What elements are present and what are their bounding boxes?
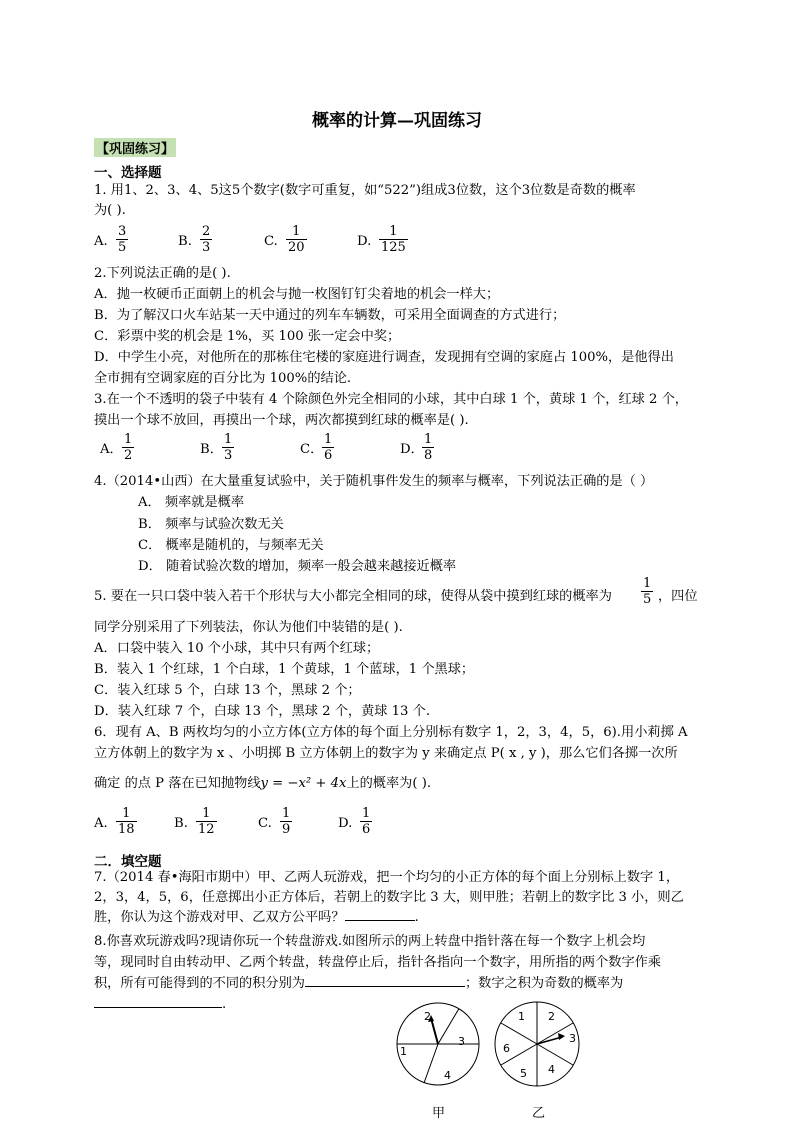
q4-option-b: B． 频率与试验次数无关 [138, 517, 284, 532]
q6-parabola-equation: y = −x² + 4x [260, 776, 347, 791]
q3-option-fraction [122, 432, 134, 463]
q3-option-fraction [322, 432, 334, 463]
fraction-denominator: 125 [381, 240, 406, 255]
q5-fraction [641, 576, 653, 607]
spinner-jia-label-2: 2 [424, 1010, 431, 1023]
q5-option-c: C．装入红球 5 个，白球 13 个，黑球 2 个； [94, 683, 361, 698]
q6-option-fraction [360, 806, 372, 837]
q8-line4 [94, 996, 226, 1014]
fraction-denominator: 3 [224, 448, 233, 463]
section-heading-choice: 一、选择题 [94, 165, 162, 181]
q6-line3 [94, 775, 431, 793]
fraction-numerator: 1 [389, 224, 398, 239]
spinner-yi-divider [537, 1044, 573, 1065]
q7-line3-text: 胜，你认为这个游戏对甲、乙双方公平吗？ [94, 910, 345, 925]
spinner-yi-label-2: 2 [548, 1010, 555, 1023]
fraction-numerator: 1 [324, 432, 333, 447]
q6-line3-end: 上的概率为( ). [346, 776, 432, 791]
q6-option-label: C. [258, 816, 272, 831]
q6-line1: 6．现有 A、B 两枚均匀的小立方体(立方体的每个面上分别标有数字 1，2，3，4，5，6).用小莉掷 A [94, 725, 688, 740]
q7-line3-period: . [414, 910, 419, 925]
q5-line1-end: ，四位 [658, 589, 698, 604]
q2-option-d-cont: 全市拥有空调家庭的百分比为 100%的结论. [94, 371, 352, 386]
q6-option-label: B. [174, 816, 188, 831]
spinner-jia-label-1: 1 [400, 1045, 407, 1058]
q3-option-fraction [422, 432, 434, 463]
fraction-numerator: 1 [122, 806, 131, 821]
q1-option-label: A. [94, 234, 108, 249]
fraction-numerator: 1 [362, 806, 371, 821]
fraction-denominator: 2 [124, 448, 133, 463]
q5-option-b: B．装入 1 个红球，1 个白球，1 个黄球，1 个蓝球，1 个黑球； [94, 662, 475, 677]
q8-line3-end: ；数字之积为奇数的概率为 [465, 976, 624, 991]
spinner-yi-label-5: 5 [520, 1067, 527, 1080]
spinner-yi-label-3: 3 [569, 1032, 576, 1045]
fraction-denominator: 5 [118, 240, 127, 255]
q6-option-fraction [196, 806, 217, 837]
q6-option-fraction [280, 806, 292, 837]
q4-stem: 4.（2014•山西）在大量重复试验中，关于随机事件发生的频率与概率，下列说法正确的是（ ） [94, 474, 654, 489]
spinner-yi-label-6: 6 [503, 1042, 510, 1055]
q2-option-c: C．彩票中奖的机会是 1%，买 100 张一定会中奖； [94, 329, 401, 344]
spinner-yi-label-1: 1 [518, 1010, 525, 1023]
q2-stem: 2.下列说法正确的是( ). [94, 266, 231, 281]
spinner-jia-pointer [431, 1018, 438, 1044]
page-title: 概率的计算—巩固练习 [312, 111, 482, 131]
q8-line3-start: 积，所有可能得到的不同的积分别为 [94, 976, 305, 991]
fraction-denominator: 12 [198, 822, 215, 837]
q7-line3 [94, 909, 419, 927]
fraction-denominator: 6 [324, 448, 333, 463]
fraction-denominator: 20 [288, 240, 305, 255]
q3-option-label: B． [200, 442, 223, 457]
spinner-jia-label-3: 3 [458, 1035, 465, 1048]
q1-line1: 1. 用1、2、3、4、5这5个数字(数字可重复，如“522”)组成3位数，这个3位数是奇数的概率 [94, 183, 636, 198]
q1-option-label: B. [178, 234, 192, 249]
q8-probability-blank[interactable] [94, 1007, 222, 1008]
fraction-denominator: 18 [118, 822, 135, 837]
q6-line3-start: 确定 的点 P 落在已知抛物线 [94, 776, 261, 791]
fraction-denominator: 9 [282, 822, 291, 837]
spinner-yi-caption: 乙 [532, 1106, 546, 1120]
q6-option-label: D. [338, 816, 353, 831]
fraction-numerator: 1 [202, 806, 211, 821]
fraction-numerator: 1 [424, 432, 433, 447]
fraction-numerator: 2 [202, 224, 211, 239]
spinner-yi-pointer-tip [558, 1033, 565, 1040]
fraction-numerator: 1 [282, 806, 291, 821]
q1-option-fraction [286, 224, 307, 255]
fraction-numerator: 1 [292, 224, 301, 239]
q1-option-label: C. [264, 234, 278, 249]
q3-option-label: A． [100, 442, 123, 457]
spinner-yi-pointer [537, 1037, 562, 1044]
spinner-yi-divider [537, 1023, 573, 1044]
spinner-jia-label-4: 4 [444, 1069, 451, 1082]
q8-line1: 8.你喜欢玩游戏吗?现请你玩一个转盘游戏.如图所示的两上转盘中指针落在每一个数字上机会均 [94, 934, 646, 949]
q6-option-fraction [116, 806, 137, 837]
q3-line2: 摸出一个球不放回，再摸出一个球，两次都摸到红球的概率是( ). [94, 413, 469, 428]
spinner-jia [397, 1003, 479, 1085]
spinners-figure [390, 1000, 600, 1120]
fraction-denominator: 6 [362, 822, 371, 837]
q2-option-d: D．中学生小亮，对他所在的那栋住宅楼的家庭进行调查，发现拥有空调的家庭占 100%，是他得出 [94, 350, 674, 365]
q5-fraction-num: 1 [643, 576, 652, 591]
fraction-numerator: 3 [118, 224, 127, 239]
q7-line2: 2，3，4，5，6，任意掷出小正方体后，若朝上的数字比 3 大，则甲胜；若朝上的数字比 3 小，则乙 [94, 890, 684, 905]
q1-option-fraction [116, 224, 128, 255]
spinner-yi [495, 1002, 579, 1086]
q8-line3 [94, 975, 623, 993]
q5-option-a: A．口袋中装入 10 个小球，其中只有两个红球； [94, 641, 380, 656]
q3-line1: 3.在一个不透明的袋子中装有 4 个除颜色外完全相同的小球，其中白球 1 个，黄球 1 个，红球 2 个， [94, 392, 688, 407]
q7-answer-blank[interactable] [345, 920, 415, 921]
spinner-jia-caption: 甲 [432, 1106, 446, 1120]
q6-line2: 立方体朝上的数字为 x 、小明掷 B 立方体朝上的数字为 y 来确定点 P( x , y )，那么它们各掷一次所 [94, 746, 678, 761]
q1-option-fraction [379, 224, 408, 255]
q7-line1: 7.（2014 春•海阳市期中）甲、乙两人玩游戏，把一个均匀的小正方体的每个面上分别标上数字 1， [94, 870, 680, 885]
q5-line2: 同学分别采用了下列装法，你认为他们中装错的是( ). [94, 620, 403, 635]
fraction-denominator: 8 [424, 448, 433, 463]
q8-line4-period: . [222, 997, 227, 1012]
q8-line2: 等，现同时自由转动甲、乙两个转盘，转盘停止后，指针各指向一个数字，用所指的两个数字作乘 [94, 955, 662, 970]
section-tag: 【巩固练习】 [94, 138, 176, 157]
q8-products-blank[interactable] [305, 986, 465, 987]
q5-fraction-den: 5 [643, 592, 652, 607]
section-heading-fill: 二．填空题 [94, 854, 162, 870]
q2-option-b: B．为了解汉口火车站某一天中通过的列车车辆数，可采用全面调查的方式进行； [94, 308, 566, 323]
q4-option-c: C． 概率是随机的，与频率无关 [138, 538, 324, 553]
spinner-jia-divider [424, 1044, 438, 1083]
q3-option-label: C． [300, 442, 324, 457]
q4-option-a: A． 频率就是概率 [138, 495, 245, 510]
q3-option-fraction [222, 432, 234, 463]
fraction-denominator: 3 [202, 240, 211, 255]
q3-option-label: D． [400, 442, 424, 457]
q6-option-label: A. [94, 816, 108, 831]
q2-option-a: A．抛一枚硬币正面朝上的机会与抛一枚图钉钉尖着地的机会一样大； [94, 287, 500, 302]
spinner-jia-divider [438, 1009, 459, 1045]
fraction-numerator: 1 [224, 432, 233, 447]
q5-line1: 5. 要在一只口袋中装入若干个形状与大小都完全相同的球，使得从袋中摸到红球的概率为 [94, 589, 612, 604]
q4-option-d: D． 随着试验次数的增加，频率一般会越来越接近概率 [138, 559, 457, 574]
q1-option-fraction [200, 224, 212, 255]
spinner-yi-divider [501, 1023, 537, 1044]
q5-option-d: D．装入红球 7 个，白球 13 个，黑球 2 个，黄球 13 个. [94, 704, 431, 719]
spinner-yi-label-4: 4 [548, 1063, 555, 1076]
q1-line2: 为( ). [94, 203, 126, 218]
fraction-numerator: 1 [124, 432, 133, 447]
q1-option-label: D. [357, 234, 372, 249]
